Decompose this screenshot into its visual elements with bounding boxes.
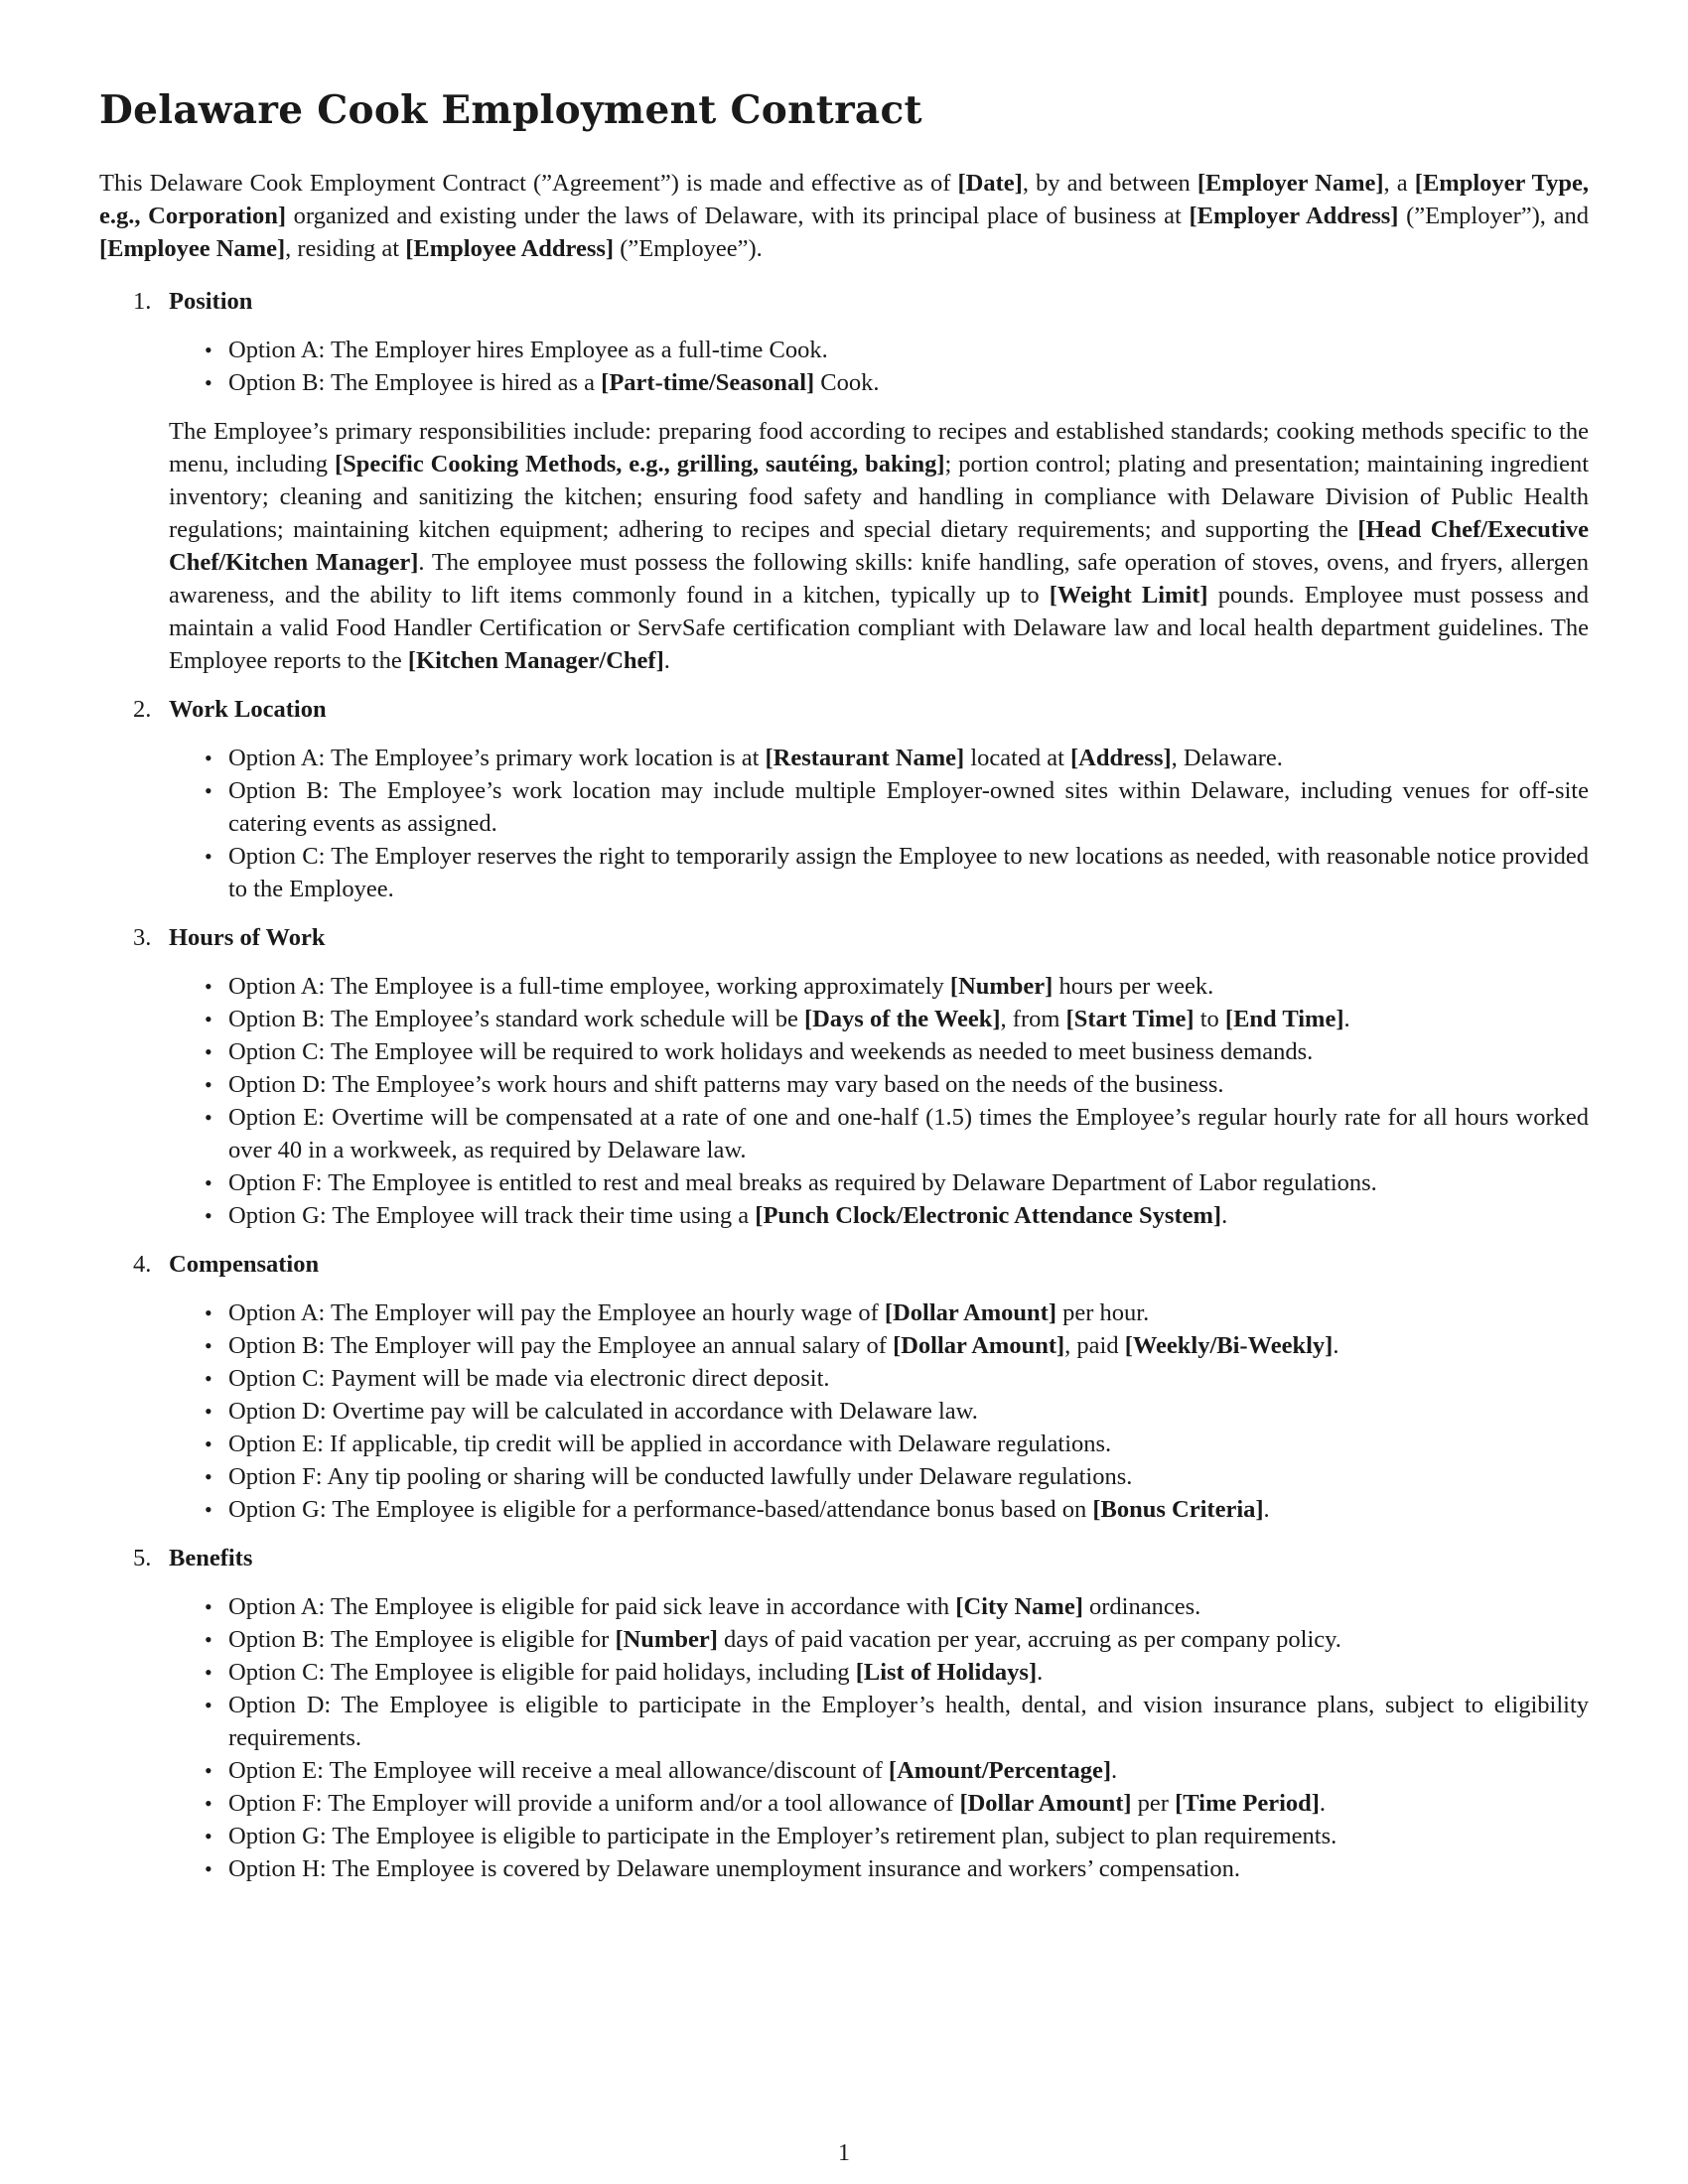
text-run: Option D: The Employee’s work hours and shift patterns may vary based on the needs of the business. — [228, 1071, 1224, 1098]
placeholder-field: [Restaurant Name] — [765, 745, 965, 771]
text-run: Option A: The Employer will pay the Employee an hourly wage of — [228, 1299, 885, 1326]
intro-paragraph — [99, 167, 1589, 265]
option-item — [169, 1493, 1589, 1526]
placeholder-field: [End Time] — [1224, 1006, 1344, 1032]
placeholder-field: [Number] — [949, 973, 1054, 1000]
option-item — [169, 1852, 1589, 1885]
text-run: Option A: The Employer hires Employee as a full-time Cook. — [228, 337, 828, 363]
text-run: , by and between — [1022, 170, 1197, 197]
option-item — [169, 1754, 1589, 1787]
text-run: The Employee’s primary responsibilities include: preparing food according to recipes and established standards; cooking methods specific to the menu, including — [169, 418, 1589, 478]
placeholder-field: [Dollar Amount] — [893, 1332, 1065, 1359]
section-position — [99, 285, 1589, 677]
placeholder-field: [Head Chef/Executive Chef/Kitchen Manager] — [169, 516, 1589, 576]
text-run: . — [1319, 1790, 1327, 1817]
text-run: Option D: Overtime pay will be calculated in accordance with Delaware law. — [228, 1398, 978, 1425]
text-run: per hour. — [1056, 1299, 1150, 1326]
text-run: . — [663, 647, 670, 674]
text-run: to — [1194, 1006, 1225, 1032]
text-run: Option B: The Employee’s standard work schedule will be — [228, 1006, 804, 1032]
section-number: 3. — [133, 924, 152, 951]
text-run: hours per week. — [1053, 973, 1214, 1000]
option-item — [169, 1329, 1589, 1362]
text-run: ordinances. — [1082, 1593, 1201, 1620]
text-run: Option F: The Employee is entitled to rest and meal breaks as required by Delaware Department of Labor regulations. — [228, 1169, 1377, 1196]
placeholder-field: [Weight Limit] — [1049, 582, 1208, 609]
text-run: Option F: Any tip pooling or sharing will be conducted lawfully under Delaware regulations. — [228, 1463, 1133, 1490]
section-list — [99, 285, 1589, 1885]
placeholder-field: [Dollar Amount] — [959, 1790, 1132, 1817]
text-run: Option G: The Employee is eligible for a performance-based/attendance bonus based on — [228, 1496, 1093, 1523]
text-run: (”Employee”). — [614, 235, 763, 262]
text-run: Option B: The Employee is eligible for — [228, 1626, 616, 1653]
placeholder-field: [Employee Address] — [405, 235, 615, 262]
text-run: Option H: The Employee is covered by Delaware unemployment insurance and workers’ compensation. — [228, 1855, 1240, 1882]
option-item — [169, 1590, 1589, 1623]
option-list — [169, 970, 1589, 1232]
placeholder-field: [Time Period] — [1175, 1790, 1320, 1817]
section-number: 5. — [133, 1545, 152, 1571]
section-benefits — [99, 1542, 1589, 1885]
option-item — [169, 1035, 1589, 1068]
text-run: Option C: The Employer reserves the right to temporarily assign the Employee to new locations as needed, with reasonable notice provided to the Employee. — [228, 843, 1589, 902]
option-item — [169, 1460, 1589, 1493]
text-run: , a — [1383, 170, 1415, 197]
placeholder-field: [Amount/Percentage] — [888, 1757, 1111, 1784]
placeholder-field: [Part-time/Seasonal] — [601, 369, 815, 396]
text-run: . — [1111, 1757, 1118, 1784]
option-item — [169, 840, 1589, 905]
section-title: Benefits — [169, 1545, 253, 1571]
option-item — [169, 774, 1589, 840]
option-item — [169, 1820, 1589, 1852]
text-run: . — [1263, 1496, 1270, 1523]
option-list — [169, 1590, 1589, 1885]
option-item — [169, 1166, 1589, 1199]
placeholder-field: [Bonus Criteria] — [1092, 1496, 1264, 1523]
text-run: , Delaware. — [1171, 745, 1283, 771]
text-run: Option A: The Employee is a full-time employee, working approximately — [228, 973, 950, 1000]
option-item — [169, 1656, 1589, 1689]
option-item — [169, 366, 1589, 399]
section-title: Compensation — [169, 1251, 320, 1278]
text-run: . — [1037, 1659, 1044, 1686]
page-number: 1 — [838, 2140, 850, 2166]
placeholder-field: [City Name] — [955, 1593, 1083, 1620]
option-item — [169, 1199, 1589, 1232]
section-number: 1. — [133, 288, 152, 315]
text-run: Option C: Payment will be made via electronic direct deposit. — [228, 1365, 830, 1392]
option-list — [169, 334, 1589, 399]
text-run: Option B: The Employer will pay the Employee an annual salary of — [228, 1332, 894, 1359]
placeholder-field: [Address] — [1070, 745, 1172, 771]
section-compensation — [99, 1248, 1589, 1526]
section-work-location — [99, 693, 1589, 905]
text-run: Option D: The Employee is eligible to participate in the Employer’s health, dental, and vision insurance plans, subject to eligibility requirements. — [228, 1692, 1589, 1751]
placeholder-field: [Start Time] — [1065, 1006, 1195, 1032]
section-number: 4. — [133, 1251, 152, 1278]
option-item — [169, 334, 1589, 366]
text-run: Option G: The Employee will track their time using a — [228, 1202, 756, 1229]
text-run: Cook. — [814, 369, 880, 396]
text-run: Option C: The Employee is eligible for paid holidays, including — [228, 1659, 856, 1686]
section-body — [169, 415, 1589, 677]
text-run: days of paid vacation per year, accruing as per company policy. — [717, 1626, 1341, 1653]
section-number: 2. — [133, 696, 152, 723]
document-page — [99, 87, 1589, 1901]
text-run: Option A: The Employee’s primary work location is at — [228, 745, 766, 771]
option-item — [169, 1003, 1589, 1035]
text-run: (”Employer”), and — [1398, 203, 1589, 229]
placeholder-field: [Days of the Week] — [803, 1006, 1001, 1032]
text-run: Option A: The Employee is eligible for paid sick leave in accordance with — [228, 1593, 956, 1620]
option-list — [169, 742, 1589, 905]
text-run: Option E: The Employee will receive a meal allowance/discount of — [228, 1757, 889, 1784]
placeholder-field: [List of Holidays] — [855, 1659, 1038, 1686]
option-item — [169, 1362, 1589, 1395]
option-list — [169, 1297, 1589, 1526]
section-hours-of-work — [99, 921, 1589, 1232]
text-run: located at — [964, 745, 1071, 771]
option-item — [169, 970, 1589, 1003]
text-run: Option E: If applicable, tip credit will be applied in accordance with Delaware regulations. — [228, 1431, 1112, 1457]
placeholder-field: [Kitchen Manager/Chef] — [407, 647, 664, 674]
option-item — [169, 1297, 1589, 1329]
section-title: Work Location — [169, 696, 327, 723]
text-run: organized and existing under the laws of Delaware, with its principal place of business at — [286, 203, 1190, 229]
section-title: Hours of Work — [169, 924, 326, 951]
text-run: ; portion control; plating and presentation; maintaining ingredient inventory; cleaning and sanitizing the kitchen; ensuring food safety and handling in compliance with Delaware Division of Public Health regulations; maintaining kitchen equipment; adhering to recipes and special dietary requirements; and supporting the — [169, 451, 1590, 543]
text-run: . — [1221, 1202, 1228, 1229]
placeholder-field: [Employer Address] — [1189, 203, 1399, 229]
text-run: , paid — [1064, 1332, 1125, 1359]
text-run: Option G: The Employee is eligible to participate in the Employer’s retirement plan, subject to plan requirements. — [228, 1823, 1337, 1849]
placeholder-field: [Date] — [957, 170, 1023, 197]
placeholder-field: [Dollar Amount] — [884, 1299, 1056, 1326]
placeholder-field: [Employer Type, e.g., Corporation] — [99, 170, 1589, 229]
option-item — [169, 1068, 1589, 1101]
text-run: per — [1131, 1790, 1176, 1817]
placeholder-field: [Weekly/Bi-Weekly] — [1124, 1332, 1334, 1359]
placeholder-field: [Punch Clock/Electronic Attendance System] — [755, 1202, 1222, 1229]
text-run: . — [1333, 1332, 1339, 1359]
text-run: , residing at — [285, 235, 406, 262]
option-item — [169, 742, 1589, 774]
text-run: Option F: The Employer will provide a uniform and/or a tool allowance of — [228, 1790, 960, 1817]
option-item — [169, 1787, 1589, 1820]
option-item — [169, 1428, 1589, 1460]
option-item — [169, 1101, 1589, 1166]
placeholder-field: [Employer Name] — [1196, 170, 1384, 197]
text-run: , from — [1000, 1006, 1066, 1032]
text-run: Option C: The Employee will be required to work holidays and weekends as needed to meet business demands. — [228, 1038, 1314, 1065]
text-run: Option B: The Employee is hired as a — [228, 369, 602, 396]
placeholder-field: [Number] — [615, 1626, 718, 1653]
text-run: Option B: The Employee’s work location may include multiple Employer-owned sites within Delaware, including venues for off-site catering events as assigned. — [228, 777, 1589, 837]
placeholder-field: [Specific Cooking Methods, e.g., grilling, sautéing, baking] — [334, 451, 945, 478]
text-run: pounds. Employee must possess and maintain a valid Food Handler Certification or ServSafe certification compliant with Delaware law and local health department guidelines. The Employee reports to the — [169, 582, 1589, 674]
placeholder-field: [Employee Name] — [99, 235, 286, 262]
option-item — [169, 1623, 1589, 1656]
option-item — [169, 1689, 1589, 1754]
option-item — [169, 1395, 1589, 1428]
text-run: . — [1343, 1006, 1350, 1032]
section-title: Position — [169, 288, 253, 315]
document-title: Delaware Cook Employment Contract — [99, 87, 922, 133]
text-run: . The employee must possess the following skills: knife handling, safe operation of stoves, ovens, and fryers, allergen awareness, and the ability to lift items commonly found in a kitchen, typically up to — [169, 549, 1589, 609]
text-run: Option E: Overtime will be compensated at a rate of one and one-half (1.5) times the Employee’s regular hourly rate for all hours worked over 40 in a workweek, as required by Delaware law. — [228, 1104, 1589, 1163]
text-run: This Delaware Cook Employment Contract (”Agreement”) is made and effective as of — [99, 170, 958, 197]
